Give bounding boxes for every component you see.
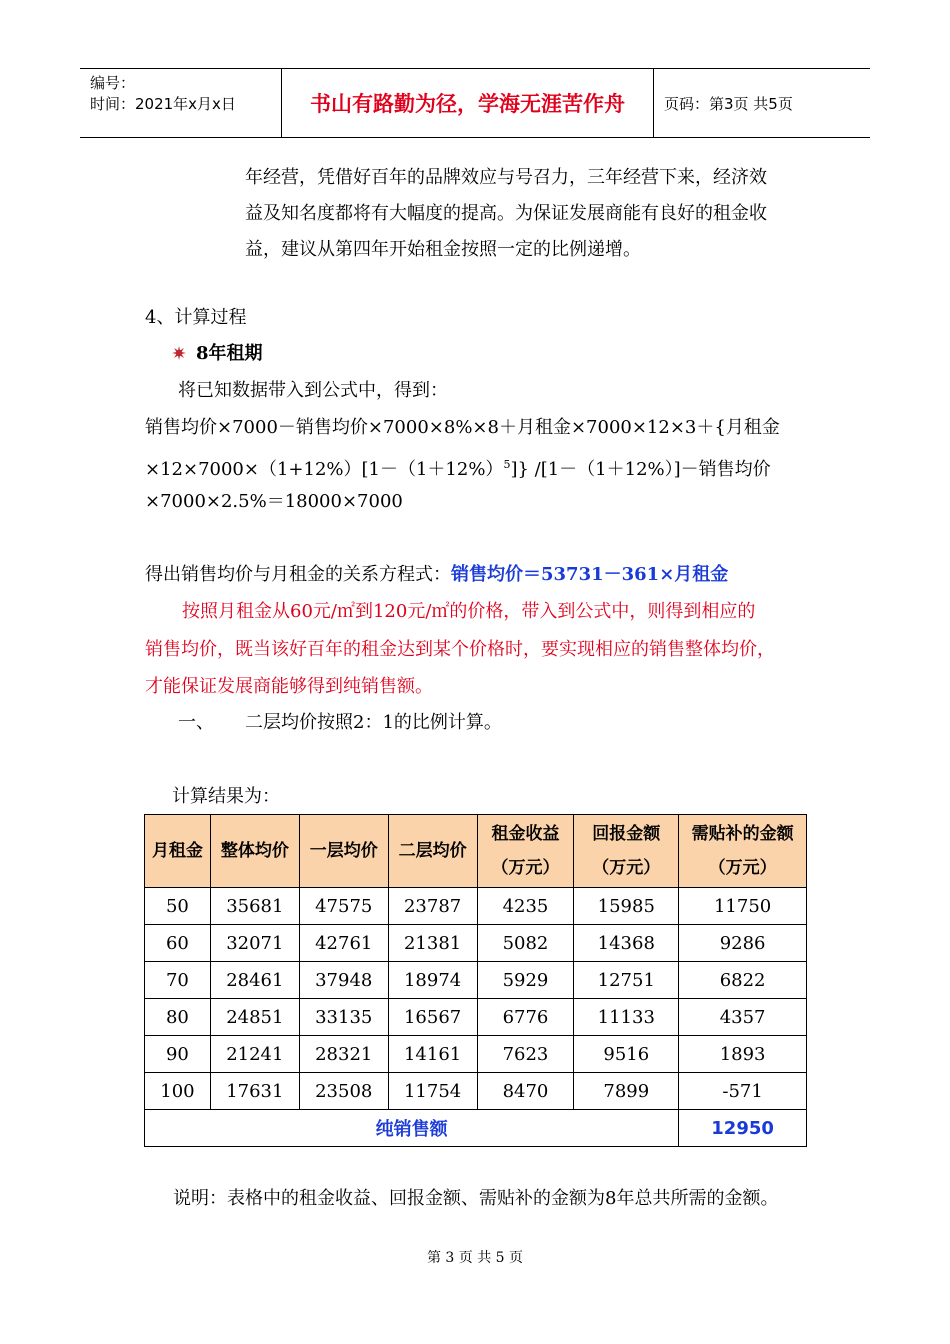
table-cell: 4357 bbox=[679, 999, 807, 1036]
intro-sentence: 将已知数据带入到公式中，得到： bbox=[178, 380, 448, 401]
table-cell: 80 bbox=[145, 999, 211, 1036]
table-cell: 8470 bbox=[477, 1073, 574, 1110]
relation-formula: 销售均价＝53731－361×月租金 bbox=[451, 564, 729, 585]
document-number-label: 编号： bbox=[90, 74, 136, 92]
section-subtitle-row bbox=[172, 343, 263, 365]
table-cell: 1893 bbox=[679, 1036, 807, 1073]
table-row bbox=[145, 888, 807, 925]
table-cell: -571 bbox=[679, 1073, 807, 1110]
table-cell: 100 bbox=[145, 1073, 211, 1110]
table-cell: 35681 bbox=[210, 888, 299, 925]
header-cell-line: 整体均价 bbox=[220, 841, 289, 861]
intro-line: 年经营，凭借好百年的品牌效应与号召力，三年经营下来，经济效 bbox=[245, 167, 767, 188]
table-cell: 33135 bbox=[299, 999, 388, 1036]
table-cell: 7623 bbox=[477, 1036, 574, 1073]
table-cell: 42761 bbox=[299, 925, 388, 962]
formula-line-3: ×7000×2.5%＝18000×7000 bbox=[145, 491, 403, 512]
table-cell: 6776 bbox=[477, 999, 574, 1036]
header-cell-line: 月租金 bbox=[151, 841, 203, 861]
table-row bbox=[145, 1073, 807, 1110]
table-header-cell bbox=[574, 815, 679, 888]
table-cell: 32071 bbox=[210, 925, 299, 962]
table-note: 说明：表格中的租金收益、回报金额、需贴补的金额为8年总共所需的金额。 bbox=[173, 1188, 779, 1209]
table-cell: 90 bbox=[145, 1036, 211, 1073]
table-cell: 11750 bbox=[679, 888, 807, 925]
header-cell-line: （万元） bbox=[708, 858, 777, 878]
formula-line-2 bbox=[145, 454, 771, 481]
header-cell-line: 需贴补的金额 bbox=[691, 824, 794, 844]
red-note-line: 按照月租金从60元/㎡到120元/㎡的价格，带入到公式中，则得到相应的 bbox=[182, 601, 756, 622]
formula-exponent: 5 bbox=[503, 458, 511, 471]
header-cell-line: （万元） bbox=[592, 858, 661, 878]
header-cell-line: 租金收益 bbox=[491, 824, 560, 844]
header-cell-line: 回报金额 bbox=[592, 824, 661, 844]
table-cell: 14368 bbox=[574, 925, 679, 962]
table-cell: 28321 bbox=[299, 1036, 388, 1073]
table-cell: 15985 bbox=[574, 888, 679, 925]
table-cell: 18974 bbox=[388, 962, 477, 999]
flower-bullet-icon bbox=[172, 346, 186, 360]
table-cell: 47575 bbox=[299, 888, 388, 925]
table-cell: 4235 bbox=[477, 888, 574, 925]
table-cell: 37948 bbox=[299, 962, 388, 999]
relation-prefix: 得出销售均价与月租金的关系方程式： bbox=[145, 564, 451, 585]
table-cell: 17631 bbox=[210, 1073, 299, 1110]
table-cell: 70 bbox=[145, 962, 211, 999]
table-cell: 21381 bbox=[388, 925, 477, 962]
table-cell: 5929 bbox=[477, 962, 574, 999]
header-cell-line: （万元） bbox=[491, 858, 560, 878]
page-header bbox=[80, 68, 870, 138]
red-note-line: 销售均价，既当该好百年的租金达到某个价格时，要实现相应的销售整体均价， bbox=[145, 639, 775, 660]
page-footer: 第 3 页 共 5 页 bbox=[426, 1250, 524, 1266]
table-row bbox=[145, 962, 807, 999]
header-cell-line: 一层均价 bbox=[309, 841, 378, 861]
header-cell-line: 二层均价 bbox=[398, 841, 467, 861]
table-cell: 14161 bbox=[388, 1036, 477, 1073]
table-header-cell bbox=[299, 815, 388, 888]
footer-value: 12950 bbox=[679, 1110, 807, 1147]
result-table bbox=[144, 814, 807, 1147]
intro-line: 益，建议从第四年开始租金按照一定的比例递增。 bbox=[245, 239, 641, 260]
table-cell: 5082 bbox=[477, 925, 574, 962]
table-row bbox=[145, 999, 807, 1036]
header-page-info: 页码：第3页 共5页 bbox=[664, 94, 793, 113]
result-label: 计算结果为： bbox=[172, 786, 280, 807]
table-cell: 23508 bbox=[299, 1073, 388, 1110]
table-cell: 24851 bbox=[210, 999, 299, 1036]
document-time-label: 时间：2021年x月x日 bbox=[90, 95, 236, 113]
list-item-text: 二层均价按照2：1的比例计算。 bbox=[245, 712, 502, 733]
red-note-line: 才能保证发展商能够得到纯销售额。 bbox=[145, 676, 433, 697]
table-cell: 11754 bbox=[388, 1073, 477, 1110]
table-row bbox=[145, 925, 807, 962]
table-cell: 9516 bbox=[574, 1036, 679, 1073]
header-meta bbox=[80, 69, 282, 137]
table-header-row bbox=[145, 815, 807, 888]
list-item-number: 一、 bbox=[178, 712, 214, 733]
table-cell: 28461 bbox=[210, 962, 299, 999]
table-cell: 7899 bbox=[574, 1073, 679, 1110]
section-subtitle: 8年租期 bbox=[196, 343, 263, 364]
table-cell: 23787 bbox=[388, 888, 477, 925]
table-cell: 6822 bbox=[679, 962, 807, 999]
table-cell: 50 bbox=[145, 888, 211, 925]
table-cell: 9286 bbox=[679, 925, 807, 962]
formula-line-2b: ]} /[1－（1＋12%）]－销售均价 bbox=[510, 459, 771, 480]
table-cell: 11133 bbox=[574, 999, 679, 1036]
table-header-cell bbox=[210, 815, 299, 888]
table-cell: 21241 bbox=[210, 1036, 299, 1073]
intro-line: 益及知名度都将有大幅度的提高。为保证发展商能有良好的租金收 bbox=[245, 203, 767, 224]
table-header-cell bbox=[388, 815, 477, 888]
formula-line-1: 销售均价×7000－销售均价×7000×8%×8＋月租金×7000×12×3＋{月租金 bbox=[145, 417, 780, 438]
footer-label: 纯销售额 bbox=[145, 1110, 679, 1147]
section-title: 4、计算过程 bbox=[145, 307, 247, 328]
intro-paragraph bbox=[245, 160, 815, 268]
table-row bbox=[145, 1036, 807, 1073]
table-header-cell bbox=[145, 815, 211, 888]
relation-line bbox=[145, 564, 728, 586]
table-cell: 16567 bbox=[388, 999, 477, 1036]
formula-line-2a: ×12×7000×（1+12%）[1－（1＋12%） bbox=[145, 459, 504, 480]
table-cell: 12751 bbox=[574, 962, 679, 999]
table-cell: 60 bbox=[145, 925, 211, 962]
table-header-cell bbox=[679, 815, 807, 888]
table-footer-row bbox=[145, 1110, 807, 1147]
header-motto: 书山有路勤为径，学海无涯苦作舟 bbox=[282, 69, 654, 137]
table-header-cell bbox=[477, 815, 574, 888]
